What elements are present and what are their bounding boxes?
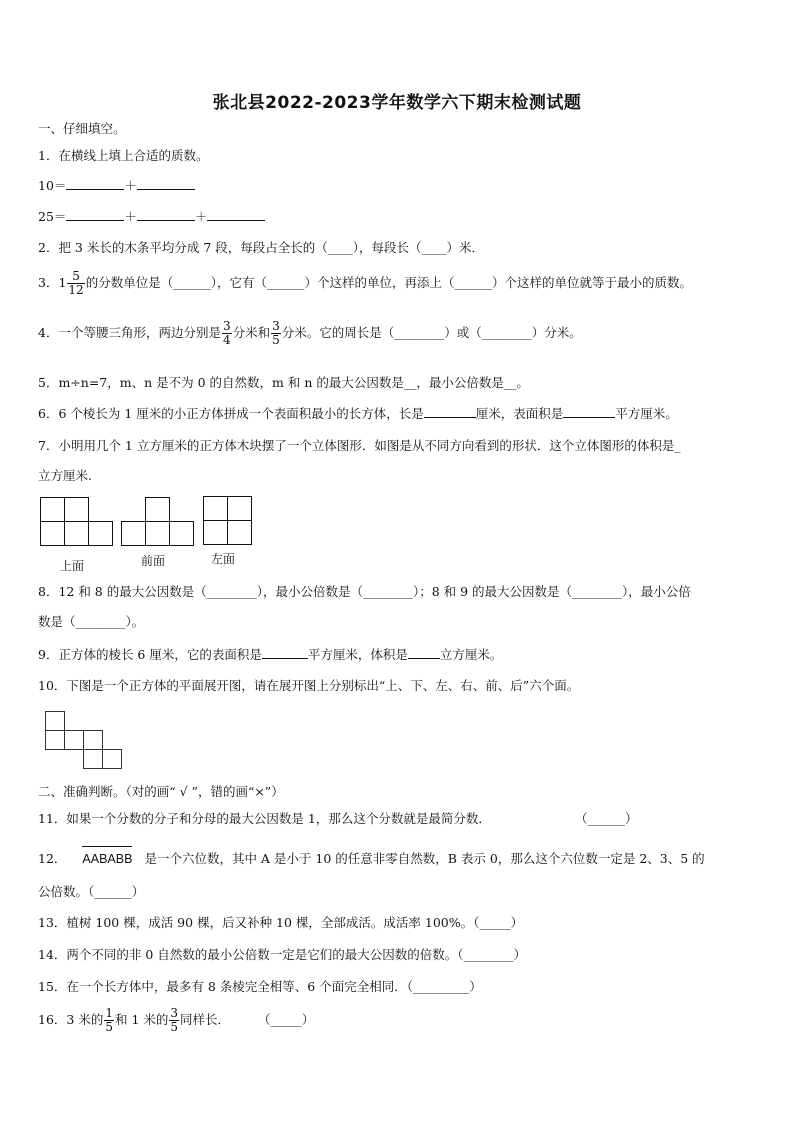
answer-blank[interactable] — [207, 208, 265, 221]
question-12-line-1 — [38, 846, 705, 867]
q4-text-3: 分米。它的周长是（________）或（________）分米。 — [281, 325, 582, 340]
q16-text-2: 和 1 米的 — [114, 1012, 169, 1027]
numerator: 3 — [222, 319, 231, 333]
question-1: 1．在横线上填上合适的质数。 — [38, 148, 209, 163]
section-1-heading: 一、仔细填空。 — [38, 121, 126, 136]
q9-text-2: 平方厘米，体积是 — [307, 647, 408, 662]
numerator: 1 — [105, 1006, 113, 1020]
q16-text-3: 同样长． — [180, 1012, 231, 1027]
denominator: 5 — [105, 1020, 113, 1034]
question-5: 5．m÷n=7，m、n 是不为 0 的自然数，m 和 n 的最大公因数是__，最小公倍数是__。 — [38, 375, 529, 390]
answer-blank[interactable] — [563, 405, 615, 418]
fraction — [67, 270, 84, 297]
six-digit-number: AABABB — [82, 846, 132, 867]
question-6 — [38, 405, 678, 422]
question-1-equation-1 — [38, 177, 195, 194]
question-2: 2．把 3 米长的木条平均分成 7 段，每段占全长的（____），每段长（____）米． — [38, 240, 485, 255]
question-13: 13．植树 100 棵，成活 90 棵，后又补种 10 棵，全部成活。成活率 100%。（_____） — [38, 915, 524, 930]
q3-text: 的分数单位是（______），它有（______）个这样的单位，再添上（______）个这样的单位就等于最小的质数。 — [85, 275, 692, 290]
question-11 — [38, 811, 491, 827]
answer-blank[interactable] — [66, 177, 124, 190]
q4-text-1: 4．一个等腰三角形，两边分别是 — [38, 325, 221, 340]
question-9 — [38, 646, 502, 663]
denominator: 12 — [68, 283, 84, 297]
answer-blank[interactable] — [408, 646, 440, 659]
answer-blank[interactable] — [262, 646, 308, 659]
net-face[interactable] — [45, 730, 65, 750]
eq1-lhs: 10＝ — [38, 178, 67, 193]
q3-whole: 3．1 — [38, 275, 67, 290]
top-view-label: 上面 — [60, 559, 85, 573]
plus-sign: ＋ — [124, 209, 137, 224]
denominator: 5 — [170, 1020, 179, 1034]
q11-answer-paren[interactable]: （______） — [575, 811, 638, 826]
answer-blank[interactable] — [66, 208, 124, 221]
answer-blank[interactable] — [424, 405, 476, 418]
q11-text: 11．如果一个分数的分子和分母的最大公因数是 1，那么这个分数就是最简分数． — [38, 811, 491, 826]
q6-text-1: 6．6 个棱长为 1 厘米的小正方体拼成一个表面积最小的长方体，长是 — [38, 406, 424, 421]
question-12-line-2: 公倍数。（______） — [38, 884, 145, 899]
eq2-lhs: 25＝ — [38, 209, 67, 224]
q9-text-3: 立方厘米。 — [439, 647, 503, 662]
question-7-line-2: 立方厘米. — [38, 468, 92, 483]
fraction — [271, 320, 281, 347]
question-1-equation-2 — [38, 208, 265, 225]
q6-text-2: 厘米，表面积是 — [475, 406, 564, 421]
numerator: 3 — [272, 319, 280, 333]
denominator: 4 — [222, 333, 231, 347]
question-4 — [38, 320, 582, 347]
section-2-heading: 二、准确判断。（对的画“ √ ”，错的画“×”） — [38, 784, 284, 799]
question-8-line-2: 数是（________）。 — [38, 614, 145, 629]
fraction — [169, 1007, 179, 1034]
q12-number: 12． — [38, 851, 67, 866]
q12-text: 是一个六位数，其中 A 是小于 10 的任意非零自然数，B 表示 0，那么这个六位数一定是 2、3、5 的 — [144, 851, 705, 866]
page-title: 张北县2022-2023学年数学六下期末检测试题 — [212, 93, 582, 113]
q6-text-3: 平方厘米。 — [615, 406, 678, 421]
net-face[interactable] — [64, 730, 84, 750]
plus-sign: ＋ — [194, 209, 208, 224]
q9-text-1: 9．正方体的棱长 6 厘米，它的表面积是 — [38, 647, 262, 662]
numerator: 3 — [170, 1006, 179, 1020]
fraction — [104, 1007, 114, 1034]
q4-text-2: 分米和 — [232, 325, 271, 340]
plus-sign: ＋ — [124, 178, 137, 193]
net-face[interactable] — [83, 730, 103, 750]
question-16 — [38, 1007, 314, 1034]
question-15: 15．在一个长方体中，最多有 8 条棱完全相等、6 个面完全相同．（_________） — [38, 979, 482, 994]
net-face[interactable] — [83, 749, 103, 769]
answer-blank[interactable] — [137, 177, 195, 190]
numerator: 5 — [72, 269, 80, 283]
denominator: 5 — [272, 333, 280, 347]
answer-blank[interactable] — [137, 208, 195, 221]
front-view-label: 前面 — [141, 554, 166, 568]
net-face[interactable] — [45, 711, 65, 731]
left-view-label: 左面 — [211, 552, 236, 566]
question-10: 10．下图是一个正方体的平面展开图，请在展开图上分别标出“上、下、左、右、前、后”六个面。 — [38, 678, 580, 693]
question-8-line-1: 8．12 和 8 的最大公因数是（________），最小公倍数是（________）；8 和 9 的最大公因数是（________），最小公倍 — [38, 584, 691, 599]
q16-text-1: 16．3 米的 — [38, 1012, 104, 1027]
net-face[interactable] — [102, 749, 122, 769]
fraction — [222, 320, 232, 347]
question-3 — [38, 270, 692, 297]
question-14: 14．两个不同的非 0 自然数的最小公倍数一定是它们的最大公因数的倍数。（________） — [38, 947, 527, 962]
q16-answer-paren[interactable]: （_____） — [258, 1012, 315, 1027]
question-7-line-1: 7．小明用几个 1 立方厘米的正方体木块摆了一个立体图形．如图是从不同方向看到的形状．这个立体图形的体积是_ — [38, 438, 681, 453]
